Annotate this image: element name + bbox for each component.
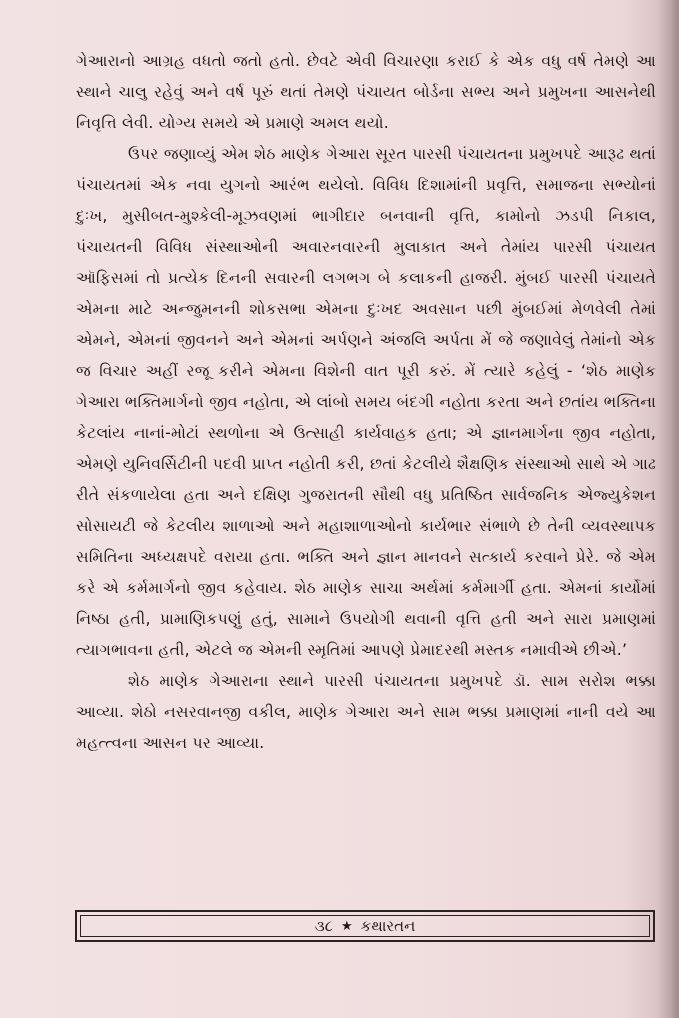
- star-icon: ★: [340, 918, 353, 934]
- paragraph-2: ઉપર જણાવ્યું એમ શેઠ માણેક ગેઆરા સૂરત પારસી પંચાયતના પ્રમુખપદે આરૂઢ થતાં પંચાયતમાં એક નવા યુગનો આરંભ થયેલો. વિવિધ દિશામાંની પ્રવૃત્તિ, સમાજના સભ્યોનાં દુઃખ, મુસીબત-મુશ્કેલી-મૂઝવણમાં ભાગીદાર બનવાની વૃત્તિ, કામોનો ઝડપી નિકાલ, પંચાયતની વિવિધ સંસ્થાઓની અવારનવારની મુલાકાત અને તેમાંય પારસી પંચાયત ઑફિસમાં તો પ્રત્યેક દિનની સવારની લગભગ બે કલાકની હાજરી. મુંબઈ પારસી પંચાયતે એમના માટે અન્જુમનની શોકસભા એમના દુઃખદ અવસાન પછી મુંબઈમાં મેળવેલી તેમાં એમને, એમનાં જીવનને અને એમનાં અર્પણને અંજલિ અર્પતા મેં જે જણાવેલું તેમાંનો એક જ વિચાર અહીં રજૂ કરીને એમના વિશેની વાત પૂરી કરું. મેં ત્યારે કહેલું - ‘શેઠ માણેક ગેઆરા ભક્તિમાર્ગનો જીવ નહોતા, એ લાંબો સમય બંદગી નહોતા કરતા અને છતાંય ભક્તિના કેટલાંય નાનાં-મોટાં સ્થળોના એ ઉત્સાહી કાર્યવાહક હતા; એ જ્ઞાનમાર્ગના જીવ નહોતા, એમણે યુનિવર્સિટીની પદવી પ્રાપ્ત નહોતી કરી, છતાં કેટલીયે શૈક્ષણિક સંસ્થાઓ સાથે એ ગાઢ રીતે સંકળાયેલા હતા અને દક્ષિણ ગુજરાતની સૌથી વધુ પ્રતિષ્ઠિત સાર્વજનિક એજ્યુકેશન સોસાયટી જે કેટલીય શાળાઓ અને મહાશાળાઓનો કાર્યભાર સંભાળે છે તેની વ્યવસ્થાપક સમિતિના અધ્યક્ષપદે વરાયા હતા. ભક્તિ અને જ્ઞાન માનવને સત્કાર્ય કરવાને પ્રેરે. જે એમ કરે એ કર્મમાર્ગનો જીવ કહેવાય. શેઠ માણેક સાચા અર્થમાં કર્મમાર્ગી હતા. એમનાં કાર્યોમાં નિષ્ઠા હતી, પ્રામાણિકપણું હતું, સામાને ઉપયોગી થવાની વૃત્તિ હતી અને સારા પ્રમાણમાં ત્યાગભાવના હતી, એટલે જ એમની સ્મૃતિમાં આપણે પ્રેમાદરથી મસ્તક નમાવીએ છીએ.’: [76, 145, 656, 659]
- page-number: ૩૮: [314, 917, 333, 935]
- footer-text: [315, 917, 416, 935]
- paragraph-1: ગેઆરાનો આગ્રહ વધતો જતો હતો. છેવટે એવી વિચારણા કરાઈ કે એક વધુ વર્ષ તેમણે આ સ્થાને ચાલુ રહેવું અને વર્ષ પૂરું થતાં તેમણે પંચાયત બોર્ડના સભ્ય અને પ્રમુખના આસનેથી નિવૃત્તિ લેવી. યોગ્ય સમયે એ પ્રમાણે અમલ થયો.: [76, 52, 656, 132]
- paragraph-3: શેઠ માણેક ગેઆરાના સ્થાને પારસી પંચાયતના પ્રમુખપદે ડૉ. સામ સરોશ ભક્કા આવ્યા. શેઠો નસરવાનજી વકીલ, માણેક ગેઆરા અને સામ ભક્કા પ્રમાણમાં નાની વયે આ મહત્ત્વના આસન પર આવ્યા.: [76, 672, 656, 752]
- page-spine-shadow: [657, 0, 679, 1018]
- page-footer: [75, 910, 655, 942]
- book-title: કથારતન: [360, 917, 416, 935]
- page-body-text: [76, 46, 656, 759]
